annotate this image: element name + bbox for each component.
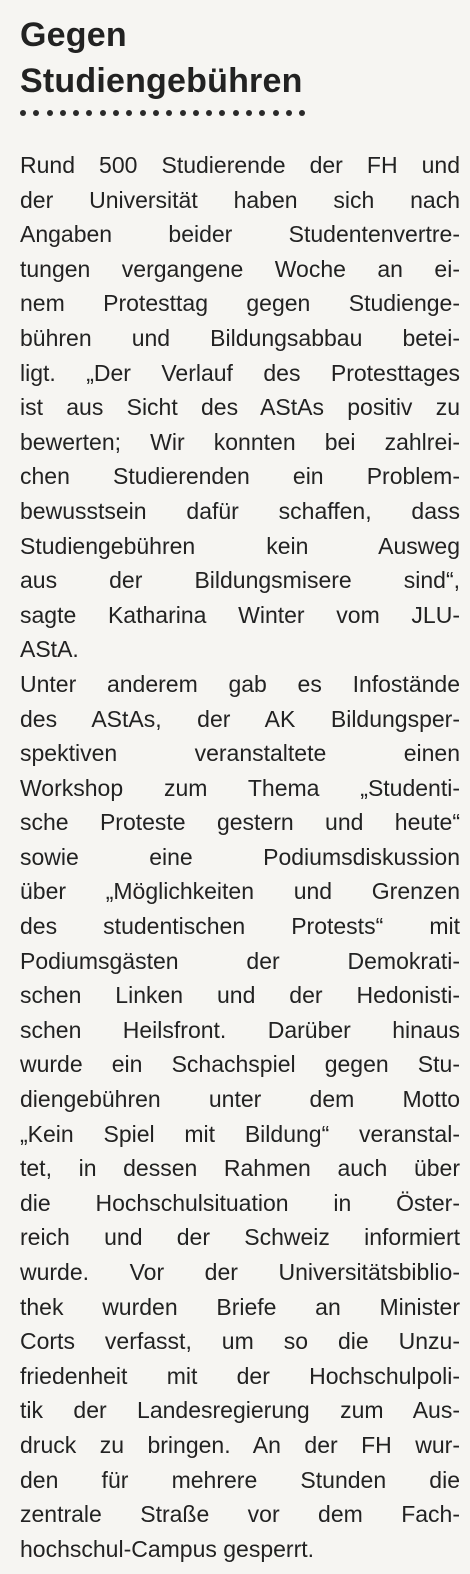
text-line: thek wurden Briefe an Minister xyxy=(20,1293,460,1320)
text-line: Studiengebühren kein Ausweg xyxy=(20,532,460,559)
text-line: ligt. „Der Verlauf des Protesttages xyxy=(20,359,460,386)
text-line: Rund 500 Studierende der FH und xyxy=(20,152,460,178)
rule-dot xyxy=(206,110,212,116)
text-line: spektiven veranstaltete einen xyxy=(20,740,460,767)
rule-dot xyxy=(60,110,66,116)
text-line: sagte Katharina Winter vom JLU- xyxy=(20,601,460,628)
rule-dot xyxy=(273,110,279,116)
paragraph xyxy=(20,148,460,667)
text-line: des studentischen Protests“ mit xyxy=(20,913,460,940)
text-line: über „Möglichkeiten und Grenzen xyxy=(20,878,460,905)
text-line: der Universität haben sich nach xyxy=(20,186,460,213)
text-line: schen Linken und der Hedonisti- xyxy=(20,982,460,1009)
rule-dot xyxy=(100,110,106,116)
dotted-rule xyxy=(20,106,305,120)
text-line: des AStAs, der AK Bildungsper- xyxy=(20,705,460,732)
text-line: tik der Landesregierung zum Aus- xyxy=(20,1397,460,1424)
text-line: zentrale Straße vor dem Fach- xyxy=(20,1501,460,1528)
rule-dot xyxy=(219,110,225,116)
text-line: den für mehrere Stunden die xyxy=(20,1466,460,1493)
rule-dot xyxy=(113,110,119,116)
text-line: wurde. Vor der Universitätsbiblio- xyxy=(20,1259,460,1285)
text-line: bühren und Bildungsabbau betei- xyxy=(20,324,460,351)
rule-dot xyxy=(166,110,172,116)
text-line: Workshop zum Thema „Studenti- xyxy=(20,774,460,801)
headline xyxy=(20,12,460,104)
rule-dot xyxy=(286,110,292,116)
text-line: diengebühren unter dem Motto xyxy=(20,1086,460,1113)
rule-dot xyxy=(180,110,186,116)
text-line: tet, in dessen Rahmen auch über xyxy=(20,1155,460,1182)
text-line: tungen vergangene Woche an ei- xyxy=(20,255,460,282)
headline-line: Studiengebühren xyxy=(20,62,303,100)
text-line: die Hochschulsituation in Öster- xyxy=(20,1189,460,1216)
text-line: ist aus Sicht des AStAs positiv zu xyxy=(20,394,460,421)
rule-dot xyxy=(73,110,79,116)
text-line: nem Protesttag gegen Studienge- xyxy=(20,290,460,317)
text-line: druck zu bringen. An der FH wur- xyxy=(20,1431,460,1458)
text-line: sche Proteste gestern und heute“ xyxy=(20,809,460,836)
text-line: bewusstsein dafür schaffen, dass xyxy=(20,497,460,524)
text-line: sowie eine Podiumsdiskussion xyxy=(20,843,460,870)
rule-dot xyxy=(20,110,26,116)
text-line: aus der Bildungsmisere sind“, xyxy=(20,567,460,594)
text-line: chen Studierenden ein Problem- xyxy=(20,463,460,490)
rule-dot xyxy=(193,110,199,116)
rule-dot xyxy=(259,110,265,116)
text-line: reich und der Schweiz informiert xyxy=(20,1224,460,1251)
text-line: Angaben beider Studentenvertre- xyxy=(20,221,460,248)
text-line: bewerten; Wir konnten bei zahlrei- xyxy=(20,428,460,455)
text-line: wurde ein Schachspiel gegen Stu- xyxy=(20,1051,460,1078)
rule-dot xyxy=(140,110,146,116)
rule-dot xyxy=(299,110,305,116)
headline-line: Gegen xyxy=(20,16,127,54)
text-line: Podiumsgästen der Demokrati- xyxy=(20,947,460,974)
rule-dot xyxy=(153,110,159,116)
text-line: Corts verfasst, um so die Unzu- xyxy=(20,1328,460,1355)
rule-dot xyxy=(233,110,239,116)
text-line: hochschul-Campus gesperrt. xyxy=(20,1535,315,1562)
article-body xyxy=(20,148,460,1566)
rule-dot xyxy=(246,110,252,116)
rule-dot xyxy=(126,110,132,116)
text-line: schen Heilsfront. Darüber hinaus xyxy=(20,1016,460,1043)
text-line: AStA. xyxy=(20,636,79,663)
rule-dot xyxy=(86,110,92,116)
paragraph xyxy=(20,667,460,1566)
text-line: „Kein Spiel mit Bildung“ veranstal- xyxy=(20,1120,460,1147)
text-line: Unter anderem gab es Infostände xyxy=(20,670,460,697)
rule-dot xyxy=(47,110,53,116)
text-line: friedenheit mit der Hochschulpoli- xyxy=(20,1362,460,1389)
rule-dot xyxy=(33,110,39,116)
